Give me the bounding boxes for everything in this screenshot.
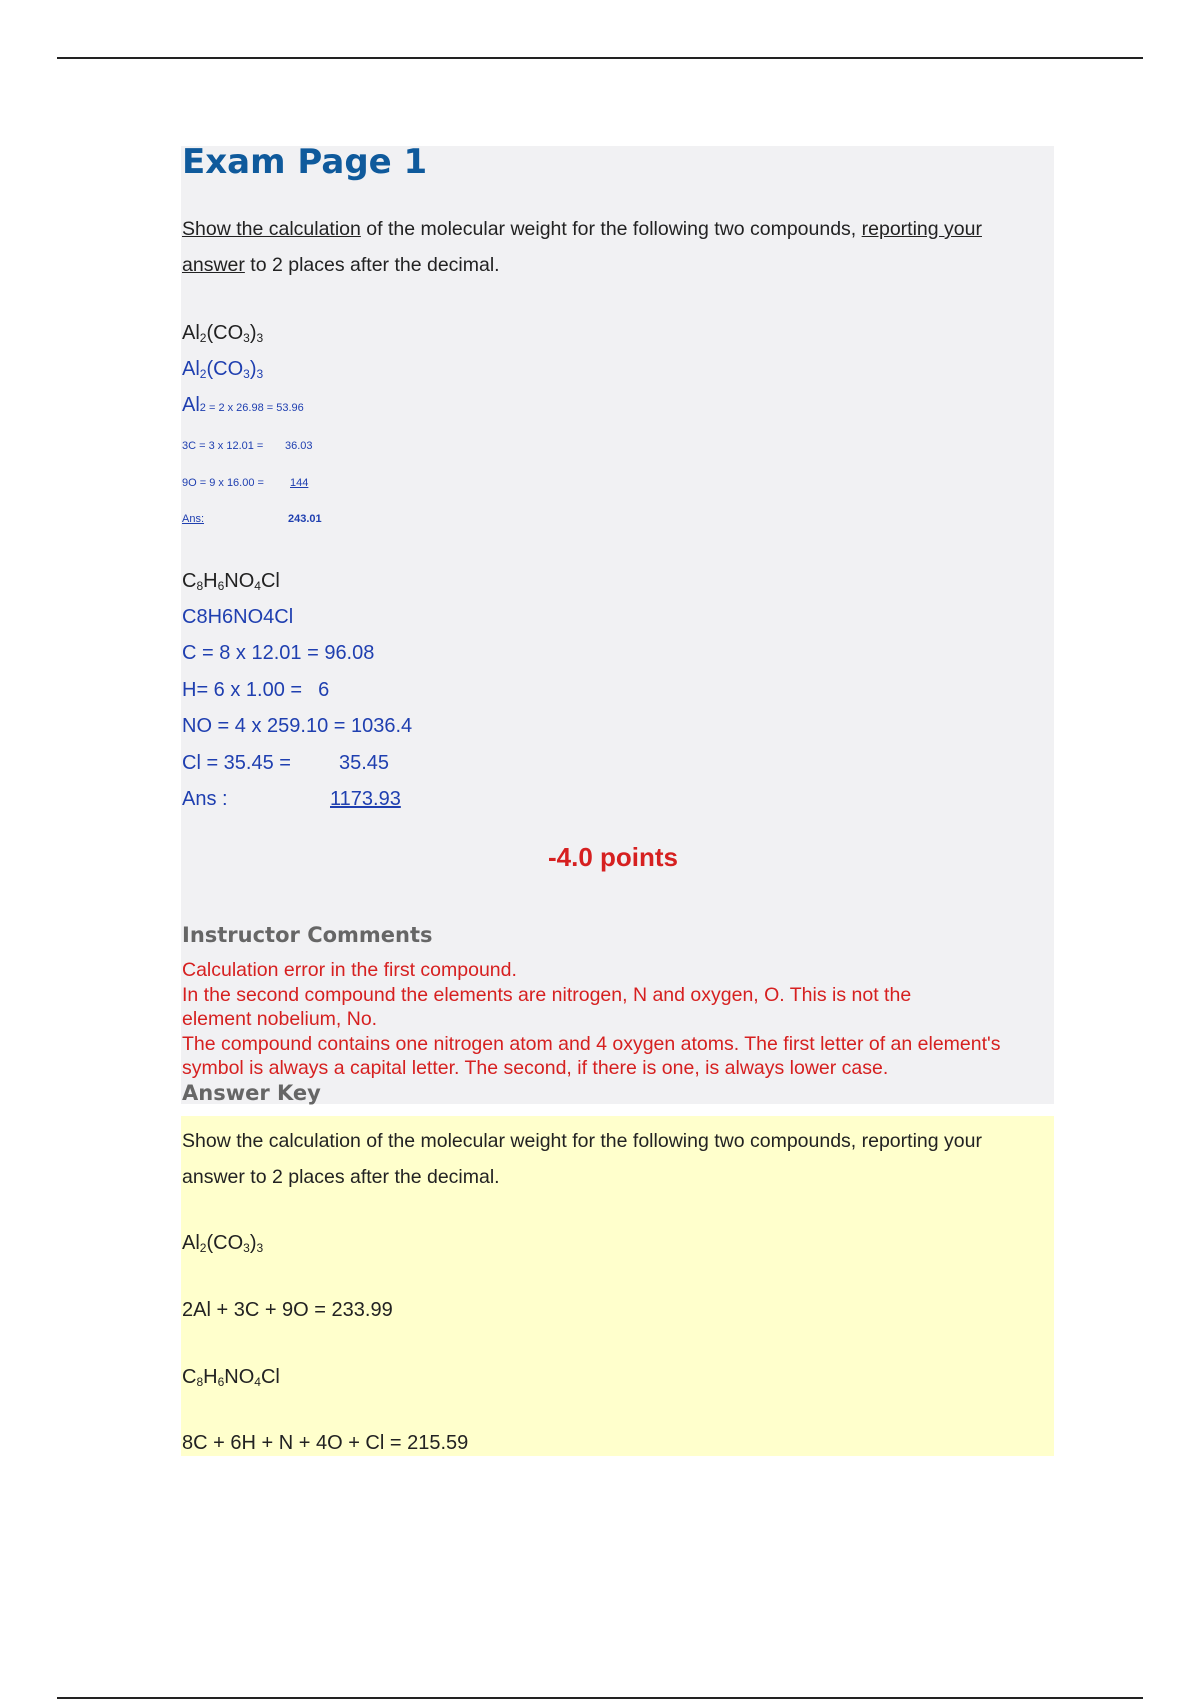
page-title: Exam Page 1 bbox=[182, 142, 428, 182]
answer-key-answer-2: 8C + 6H + N + 4O + Cl = 215.59 bbox=[182, 1432, 469, 1454]
comment-line-2: In the second compound the elements are nitrogen, N and oxygen, O. This is not the element nobelium, No. bbox=[182, 983, 912, 1030]
student-no-calc: NO = 4 x 259.10 = 1036.4 bbox=[182, 715, 413, 737]
points-deducted: -4.0 points bbox=[548, 842, 679, 872]
top-rule bbox=[57, 57, 1143, 59]
compound1-formula: $Al_2(CO_3)_3$ bbox=[182, 322, 264, 345]
question-line-2: answer to 2 places after the decimal. bbox=[182, 254, 500, 276]
question-show-calculation: Show the calculation bbox=[182, 218, 361, 240]
student-compound1-formula: $Al_2(CO_3)_3$ bbox=[182, 358, 264, 381]
answer-key-compound1-formula: $Al_2(CO_3)_3$ bbox=[182, 1232, 264, 1255]
instructor-comments bbox=[182, 958, 1062, 1081]
student-ans2-line: Ans : 1173.93 bbox=[182, 788, 401, 810]
student-compound2-formula: C8H6NO4Cl bbox=[182, 606, 294, 628]
question-line-1: Show the calculation of the molecular weight for the following two compounds, reporting your bbox=[182, 218, 982, 240]
answer-key-question-line-1: Show the calculation of the molecular weight for the following two compounds, reporting your bbox=[182, 1130, 982, 1152]
comment-line-1: Calculation error in the first compound. bbox=[182, 959, 517, 981]
answer-key-question-line-2: answer to 2 places after the decimal. bbox=[182, 1166, 500, 1188]
answer-key-compound2-formula: $C_8H_6NO_4Cl$ bbox=[182, 1366, 280, 1389]
student-c-line: 3C = 3 x 12.01 = 36.03 bbox=[182, 440, 313, 452]
student-ans1-line: Ans: 243.01 bbox=[182, 513, 322, 525]
student-cl-calc: Cl = 35.45 = 35.45 bbox=[182, 752, 390, 774]
student-o-line: 9O = 9 x 16.00 = 144 bbox=[182, 477, 309, 489]
bottom-rule bbox=[57, 1697, 1143, 1699]
student-al-line: Al2 = 2 x 26.98 = 53.96 bbox=[182, 394, 304, 416]
instructor-comments-heading: Instructor Comments bbox=[182, 923, 433, 947]
answer-key-answer-1: 2Al + 3C + 9O = 233.99 bbox=[182, 1299, 393, 1321]
student-c-calc: C = 8 x 12.01 = 96.08 bbox=[182, 642, 375, 664]
answer-key-heading: Answer Key bbox=[182, 1081, 321, 1105]
student-h-calc: H= 6 x 1.00 = 6 bbox=[182, 679, 330, 701]
comment-line-3: The compound contains one nitrogen atom and 4 oxygen atoms. The first letter of an element's symbol is always a capital letter. The second, if there is one, is always lower case. bbox=[182, 1032, 1001, 1079]
compound2-formula: $C_8H_6NO_4Cl$ bbox=[182, 570, 280, 593]
